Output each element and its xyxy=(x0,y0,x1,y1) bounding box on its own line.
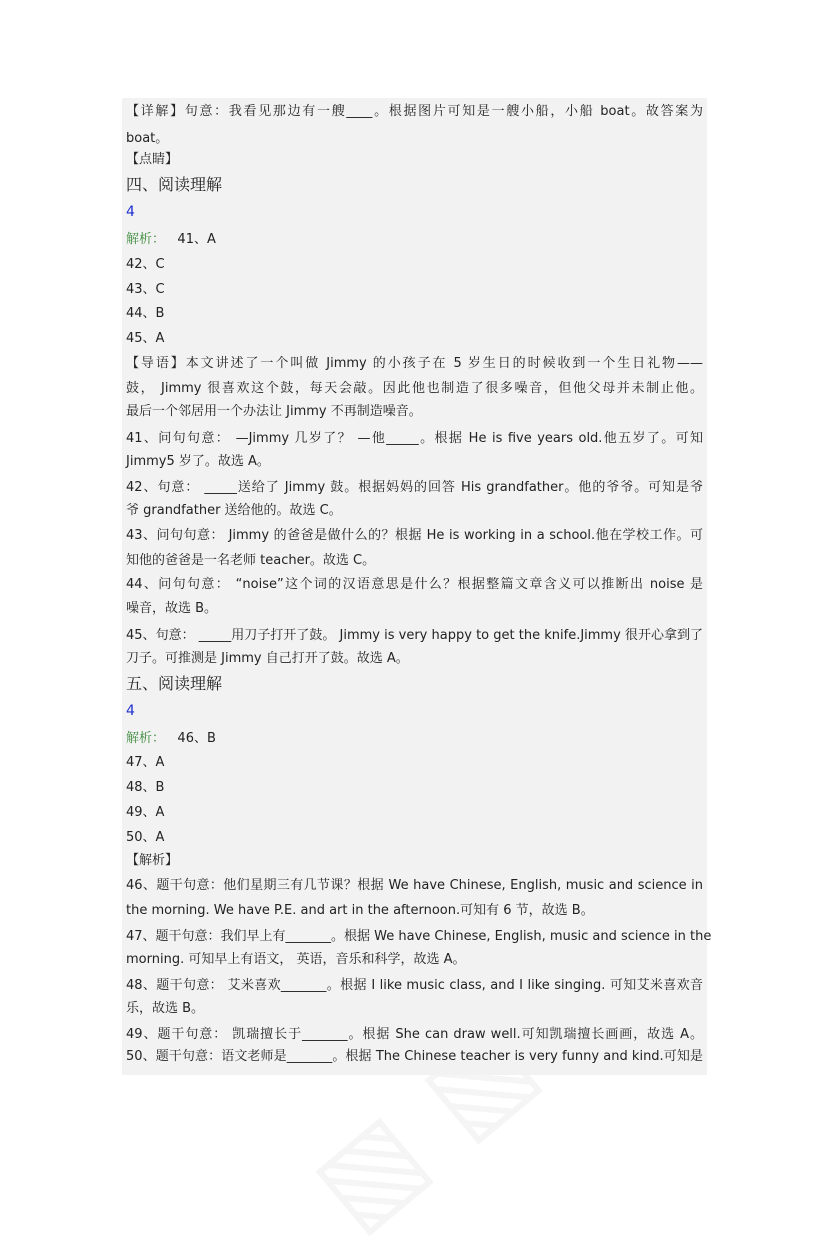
explanation-line: 50、题干句意：语文老师是_______。根据 The Chinese teacher is very funny and kind.可知是 xyxy=(126,1049,703,1064)
answer-item: 43、C xyxy=(126,282,165,297)
detail-line: boat。 xyxy=(126,131,169,146)
explanation-line: morning. 可知早上有语文， 英语，音乐和科学，故选 A。 xyxy=(126,952,466,967)
explanation-line: 乐，故选 B。 xyxy=(126,1001,205,1016)
guide-line: 【导语】本文讲述了一个叫做 Jimmy 的小孩子在 5 岁生日的时候收到一个生日礼物—— xyxy=(126,356,703,371)
explanation-line: 47、题干句意：我们早上有_______。根据 We have Chinese, English, music and science in the xyxy=(126,929,712,944)
explanation-line: 爷 grandfather 送给他的。故选 C。 xyxy=(126,503,342,518)
detail-line: 【详解】句意：我看见那边有一艘____。根据图片可知是一艘小船，小船 boat。故答案为 xyxy=(126,104,703,119)
section-heading: 四、阅读理解 xyxy=(126,175,223,194)
dianjing-heading: 【点睛】 xyxy=(126,152,179,167)
answer-content xyxy=(122,98,712,1075)
explanation-line: 42、句意： _____送给了 Jimmy 鼓。根据妈妈的回答 His grandfather。他的爷爷。可知是爷 xyxy=(126,480,703,495)
answer-line xyxy=(126,731,216,747)
explanation-line: 44、问句句意： “noise”这个词的汉语意思是什么？根据整篇文章含义可以推断出 noise 是 xyxy=(126,577,703,592)
explanation-line: 46、题干句意：他们星期三有几节课？根据 We have Chinese, English, music and science in xyxy=(126,878,703,893)
explanation-line: 45、句意： _____用刀子打开了鼓。 Jimmy is very happy to get the knife.Jimmy 很开心拿到了 xyxy=(126,628,703,643)
answer-item: 45、A xyxy=(126,331,165,346)
explanation-line: 43、问句句意： Jimmy 的爸爸是做什么的？根据 He is working in a school.他在学校工作。可 xyxy=(126,528,703,543)
answer-line xyxy=(126,232,216,248)
guide-line: 最后一个邻居用一个办法让 Jimmy 不再制造噪音。 xyxy=(126,404,422,419)
explanation-line: the morning. We have P.E. and art in the afternoon.可知有 6 节，故选 B。 xyxy=(126,903,594,918)
score-value: 4 xyxy=(126,703,135,719)
explanation-line: 49、题干句意： 凯瑞擅长于_______。根据 She can draw well.可知凯瑞擅长画画，故选 A。 xyxy=(126,1027,703,1042)
explanation-line: 知他的爸爸是一名老师 teacher。故选 C。 xyxy=(126,553,376,568)
jiexi-heading: 【解析】 xyxy=(126,853,179,868)
answer-item: 47、A xyxy=(126,755,165,770)
jiexi-label: 解析： xyxy=(126,731,166,746)
answer-item: 48、B xyxy=(126,780,165,795)
score-value: 4 xyxy=(126,204,135,220)
answer-item: 41、A xyxy=(177,232,216,247)
explanation-line: 48、题干句意： 艾米喜欢_______。根据 I like music class, and I like singing. 可知艾米喜欢音 xyxy=(126,978,703,993)
section-heading: 五、阅读理解 xyxy=(126,674,223,693)
explanation-line: Jimmy5 岁了。故选 A。 xyxy=(126,454,270,469)
answer-item: 42、C xyxy=(126,257,165,272)
answer-item: 49、A xyxy=(126,805,165,820)
answer-item: 46、B xyxy=(177,731,216,746)
jiexi-label: 解析： xyxy=(126,232,166,247)
explanation-line: 41、问句句意： —Jimmy 几岁了？ —他_____。根据 He is five years old.他五岁了。可知 xyxy=(126,431,703,446)
guide-line: 鼓， Jimmy 很喜欢这个鼓，每天会敲。因此他也制造了很多噪音，但他父母并未制止他。 xyxy=(126,381,703,396)
answer-item: 44、B xyxy=(126,306,165,321)
answer-item: 50、A xyxy=(126,830,165,845)
explanation-line: 噪音，故选 B。 xyxy=(126,601,218,616)
explanation-line: 刀子。可推测是 Jimmy 自己打开了鼓。故选 A。 xyxy=(126,651,409,666)
